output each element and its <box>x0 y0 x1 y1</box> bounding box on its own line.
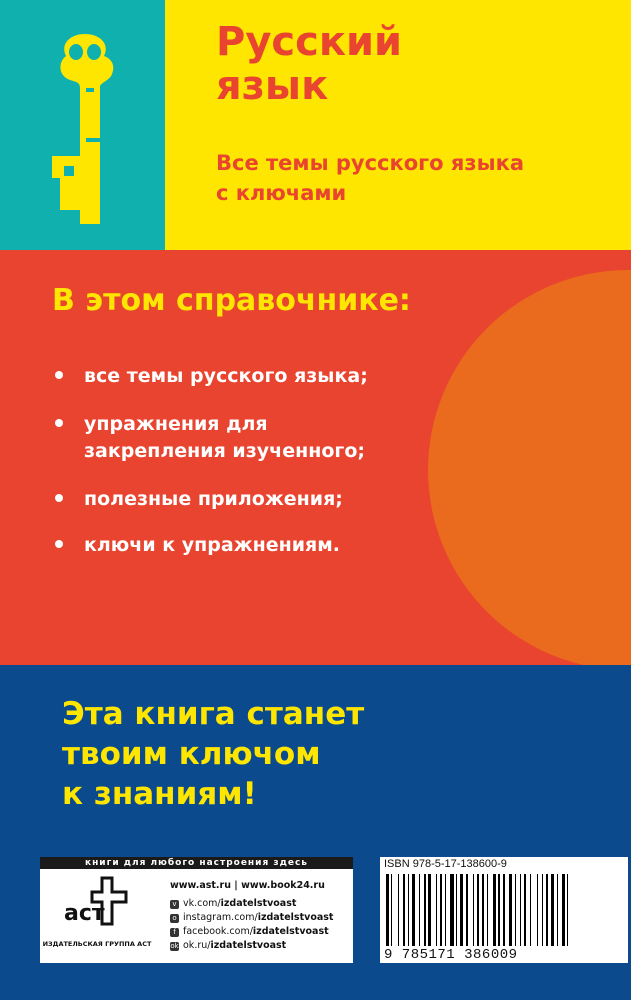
barcode-bar <box>398 874 399 946</box>
barcode-bar <box>386 874 389 946</box>
barcode-bar <box>498 874 499 946</box>
subtitle-line-2: с ключами <box>216 181 347 205</box>
vk-handle: izdatelstvoast <box>220 898 297 909</box>
feature-item: все темы русского языка; <box>84 365 368 387</box>
barcode-bar <box>424 874 425 946</box>
barcode-bar <box>524 874 527 946</box>
barcode-bar <box>456 874 457 946</box>
instagram-link[interactable] <box>183 912 333 924</box>
barcode-bar <box>530 874 531 946</box>
slogan-line-1: Эта книга станет <box>62 696 365 732</box>
barcode-bar <box>460 874 463 946</box>
barcode-bar <box>440 874 443 946</box>
bullet <box>55 419 63 427</box>
barcode-bar <box>391 874 392 946</box>
bullet <box>55 371 63 379</box>
feature-item: полезные приложения; <box>84 488 343 510</box>
barcode-bar <box>412 874 416 946</box>
facebook-prefix: facebook.com/ <box>183 926 253 937</box>
barcode-bar <box>408 874 409 946</box>
instagram-icon: o <box>170 914 179 923</box>
publisher-tagline: книги для любого настроения здесь <box>40 857 353 869</box>
barcode-bar <box>450 874 454 946</box>
slogan-line-2: твоим ключом <box>62 736 321 772</box>
feature-item: упражнения для <box>84 413 268 435</box>
barcode-bar <box>493 874 496 946</box>
ok-icon: ok <box>170 942 179 950</box>
barcode-bar <box>567 874 568 946</box>
barcode-bar <box>477 874 480 946</box>
barcode-bar <box>487 874 488 946</box>
title-line-1: Русский <box>216 19 403 65</box>
subtitle-line-1: Все темы русского языка <box>216 151 524 175</box>
barcode-bar <box>419 874 420 946</box>
barcode-bar <box>403 874 406 946</box>
barcode-bar <box>503 874 504 946</box>
instagram-prefix: instagram.com/ <box>183 912 258 923</box>
barcode-bar <box>551 874 555 946</box>
vk-prefix: vk.com/ <box>183 898 221 909</box>
feature-item: ключи к упражнениям. <box>84 534 341 556</box>
barcode-bar <box>482 874 485 946</box>
barcode-bar <box>445 874 446 946</box>
ok-handle: izdatelstvoast <box>210 940 287 951</box>
barcode-bar <box>515 874 516 946</box>
barcode-bar <box>562 874 565 946</box>
facebook-icon: f <box>170 928 179 937</box>
facebook-handle: izdatelstvoast <box>252 926 329 937</box>
slogan-line-3: к знаниям! <box>62 776 257 812</box>
ok-prefix: ok.ru/ <box>183 940 211 951</box>
publisher-group-name: ИЗДАТЕЛЬСКАЯ ГРУППА АСТ <box>42 940 152 948</box>
barcode-bar <box>428 874 431 946</box>
barcode-bar <box>546 874 549 946</box>
barcode-bar <box>509 874 513 946</box>
bullet <box>55 494 63 502</box>
barcode-bar <box>473 874 474 946</box>
facebook-link[interactable] <box>183 926 329 938</box>
feature-item-continued: закрепления изученного; <box>84 440 365 462</box>
publisher-sites[interactable]: www.ast.ru | www.book24.ru <box>170 880 325 891</box>
section-heading: В этом справочнике: <box>52 283 411 318</box>
barcode-bar <box>466 874 467 946</box>
ok-link[interactable] <box>183 940 286 952</box>
title-line-2: язык <box>216 63 329 109</box>
vk-icon: v <box>170 900 179 909</box>
barcode-bar <box>557 874 558 946</box>
barcode-digits: 9 785171 386009 <box>384 947 518 963</box>
ast-logo-text: аст <box>64 901 105 926</box>
ast-logo <box>58 874 138 938</box>
key-icon <box>40 28 130 228</box>
bullet <box>55 540 63 548</box>
barcode-bar <box>436 874 437 946</box>
barcode-bar <box>520 874 521 946</box>
barcode-bar <box>542 874 543 946</box>
vk-link[interactable] <box>183 898 296 910</box>
instagram-handle: izdatelstvoast <box>257 912 334 923</box>
isbn-text: ISBN 978-5-17-138600-9 <box>384 858 507 870</box>
barcode-bar <box>537 874 538 946</box>
